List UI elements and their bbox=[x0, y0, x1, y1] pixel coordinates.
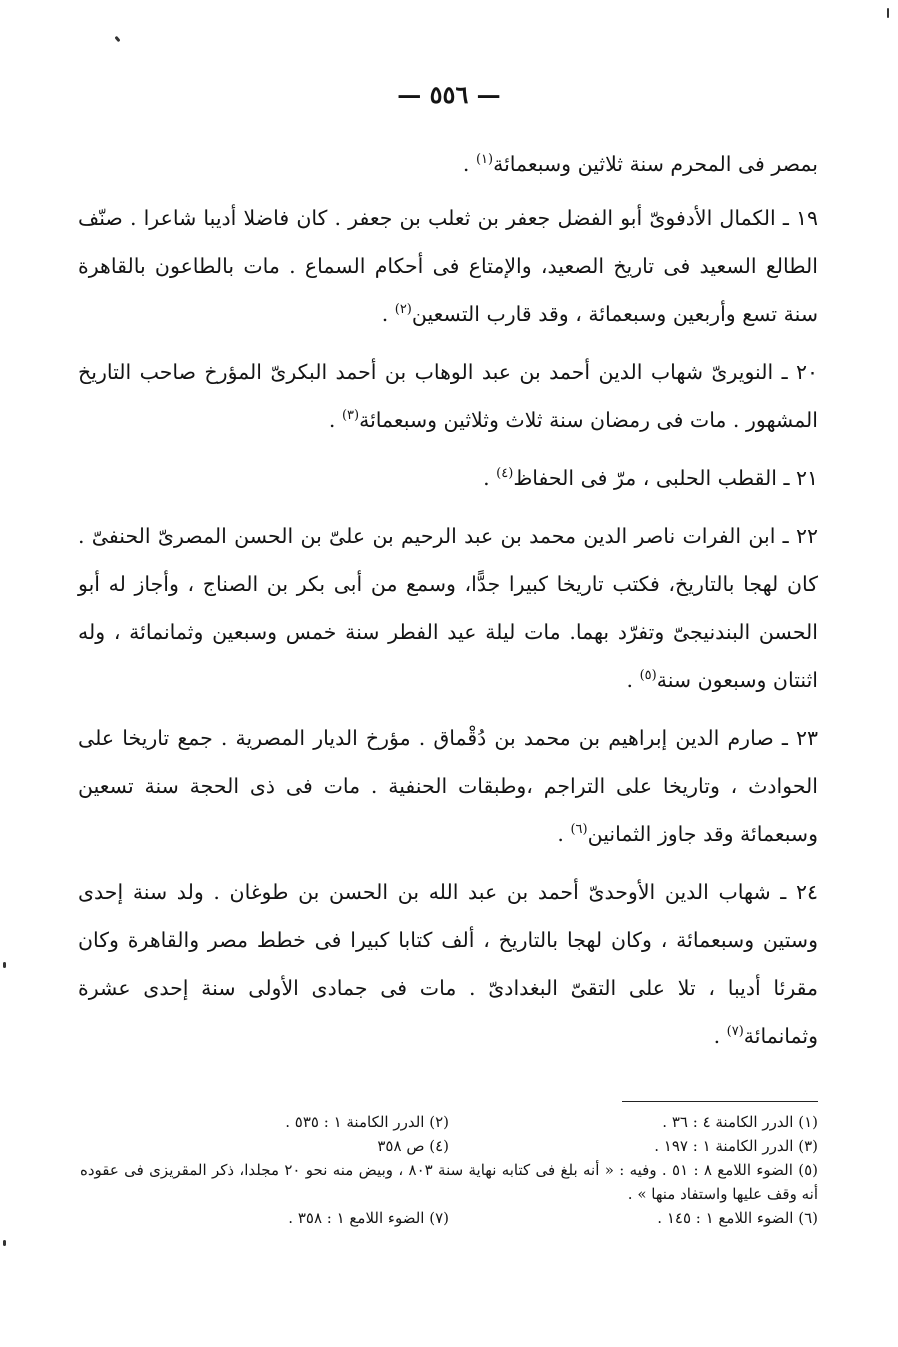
page-number: — ٥٥٦ — bbox=[397, 80, 501, 109]
footnote-ref: (١) bbox=[475, 152, 494, 168]
footnote-ref: (٤) bbox=[496, 466, 514, 482]
paragraph-end: . bbox=[483, 466, 497, 490]
paragraph-text: ٢١ ـ القطب الحلبى ، مرّ فى الحفاظ bbox=[513, 466, 818, 490]
footnote-3: (٣) الدرر الكامنة ١ : ١٩٧ . bbox=[654, 1137, 818, 1155]
paragraph-continuation bbox=[78, 140, 818, 188]
entry-23 bbox=[78, 714, 818, 858]
footnote-ref: (٦) bbox=[570, 822, 588, 838]
scan-speck bbox=[887, 8, 889, 18]
scan-speck bbox=[3, 962, 6, 968]
footnote-ref: (٧) bbox=[726, 1024, 744, 1040]
entry-21 bbox=[78, 454, 818, 502]
footnote-divider bbox=[622, 1101, 818, 1102]
paragraph-end: . bbox=[462, 152, 476, 176]
footnotes bbox=[80, 1110, 818, 1230]
footnote-2: (٢) الدرر الكامنة ١ : ٥٣٥ . bbox=[285, 1113, 449, 1131]
paragraph-text: ٢٣ ـ صارم الدين إبراهيم بن محمد بن دُقْماق . مؤرخ الديار المصرية . جمع تاريخا على الحوادث ، وتاريخا على التراجم ،وطبقات الحنفية . مات فى ذى الحجة سنة تسعين وسبعمائة وقد جاوز الثمانين bbox=[78, 726, 818, 846]
paragraph-text: ٢٤ ـ شهاب الدين الأوحدىّ أحمد بن عبد الله بن الحسن بن طوغان . ولد سنة إحدى وستين وسبعمائة ، وكان لهجا بالتاريخ ، ألف كتابا كبيرا فى خطط مصر والقاهرة وكان مقرئا أديبا ، تلا على التقىّ البغدادىّ . مات فى جمادى الأولى سنة إحدى عشرة وثمانمائة bbox=[78, 880, 818, 1048]
footnote-4: (٤) ص ٣٥٨ bbox=[377, 1137, 449, 1155]
entry-20 bbox=[78, 348, 818, 444]
footnote-ref: (٣) bbox=[341, 408, 360, 424]
scan-speck bbox=[114, 36, 120, 43]
footnote-5: (٥) الضوء اللامع ٨ : ٥١ . وفيه : « أنه بلغ فى كتابه نهاية سنة ٨٠٣ ، وبيض منه نحو ٢٠ مجلدا، ذكر المقريزى فى عقوده أنه وقف عليها واستفاد منها » . bbox=[80, 1161, 818, 1203]
footnote-ref: (٥) bbox=[639, 668, 657, 684]
paragraph-end: . bbox=[381, 302, 395, 326]
paragraph-text: ١٩ ـ الكمال الأدفوىّ أبو الفضل جعفر بن ثعلب بن جعفر . كان فاضلا أديبا شاعرا . صنّف الطالع السعيد فى تاريخ الصعيد، والإمتاع فى أحكام السماع . مات بالطاعون بالقاهرة سنة تسع وأربعين وسبعمائة ، وقد قارب التسعين bbox=[78, 206, 818, 326]
paragraph-end: . bbox=[328, 408, 342, 432]
entry-24 bbox=[78, 868, 818, 1060]
paragraph-end: . bbox=[626, 668, 640, 692]
footnote-1: (١) الدرر الكامنة ٤ : ٣٦ . bbox=[662, 1113, 818, 1131]
footnote-6: (٦) الضوء اللامع ١ : ١٤٥ . bbox=[657, 1209, 818, 1227]
footnote-row bbox=[80, 1206, 818, 1230]
entry-22 bbox=[78, 512, 818, 704]
footnote-7: (٧) الضوء اللامع ١ : ٣٥٨ . bbox=[288, 1209, 449, 1227]
paragraph-text: ٢٢ ـ ابن الفرات ناصر الدين محمد بن عبد الرحيم بن علىّ بن الحسن المصرىّ الحنفىّ . كان لهجا بالتاريخ، فكتب تاريخا كبيرا جدًّا، وسمع من أبى بكر بن الصناج ، وأجاز له أبو الحسن البندنيجىّ وتفرّد بهما. مات ليلة عيد الفطر سنة خمس وسبعين وثمانمائة ، وله اثنتان وسبعون سنة bbox=[78, 524, 818, 692]
entry-19 bbox=[78, 194, 818, 338]
paragraph-end: . bbox=[713, 1024, 727, 1048]
footnote-row bbox=[80, 1110, 818, 1134]
main-text bbox=[78, 140, 818, 1070]
paragraph-text: ٢٠ ـ النويرىّ شهاب الدين أحمد بن عبد الوهاب بن أحمد البكرىّ المؤرخ صاحب التاريخ المشهور . مات فى رمضان سنة ثلاث وثلاثين وسبعمائة bbox=[78, 360, 818, 432]
paragraph-end: . bbox=[557, 822, 571, 846]
paragraph-text: بمصر فى المحرم سنة ثلاثين وسبعمائة bbox=[493, 152, 818, 176]
footnote-row bbox=[80, 1134, 818, 1158]
footnote-ref: (٢) bbox=[394, 302, 412, 318]
scan-speck bbox=[3, 1240, 6, 1246]
